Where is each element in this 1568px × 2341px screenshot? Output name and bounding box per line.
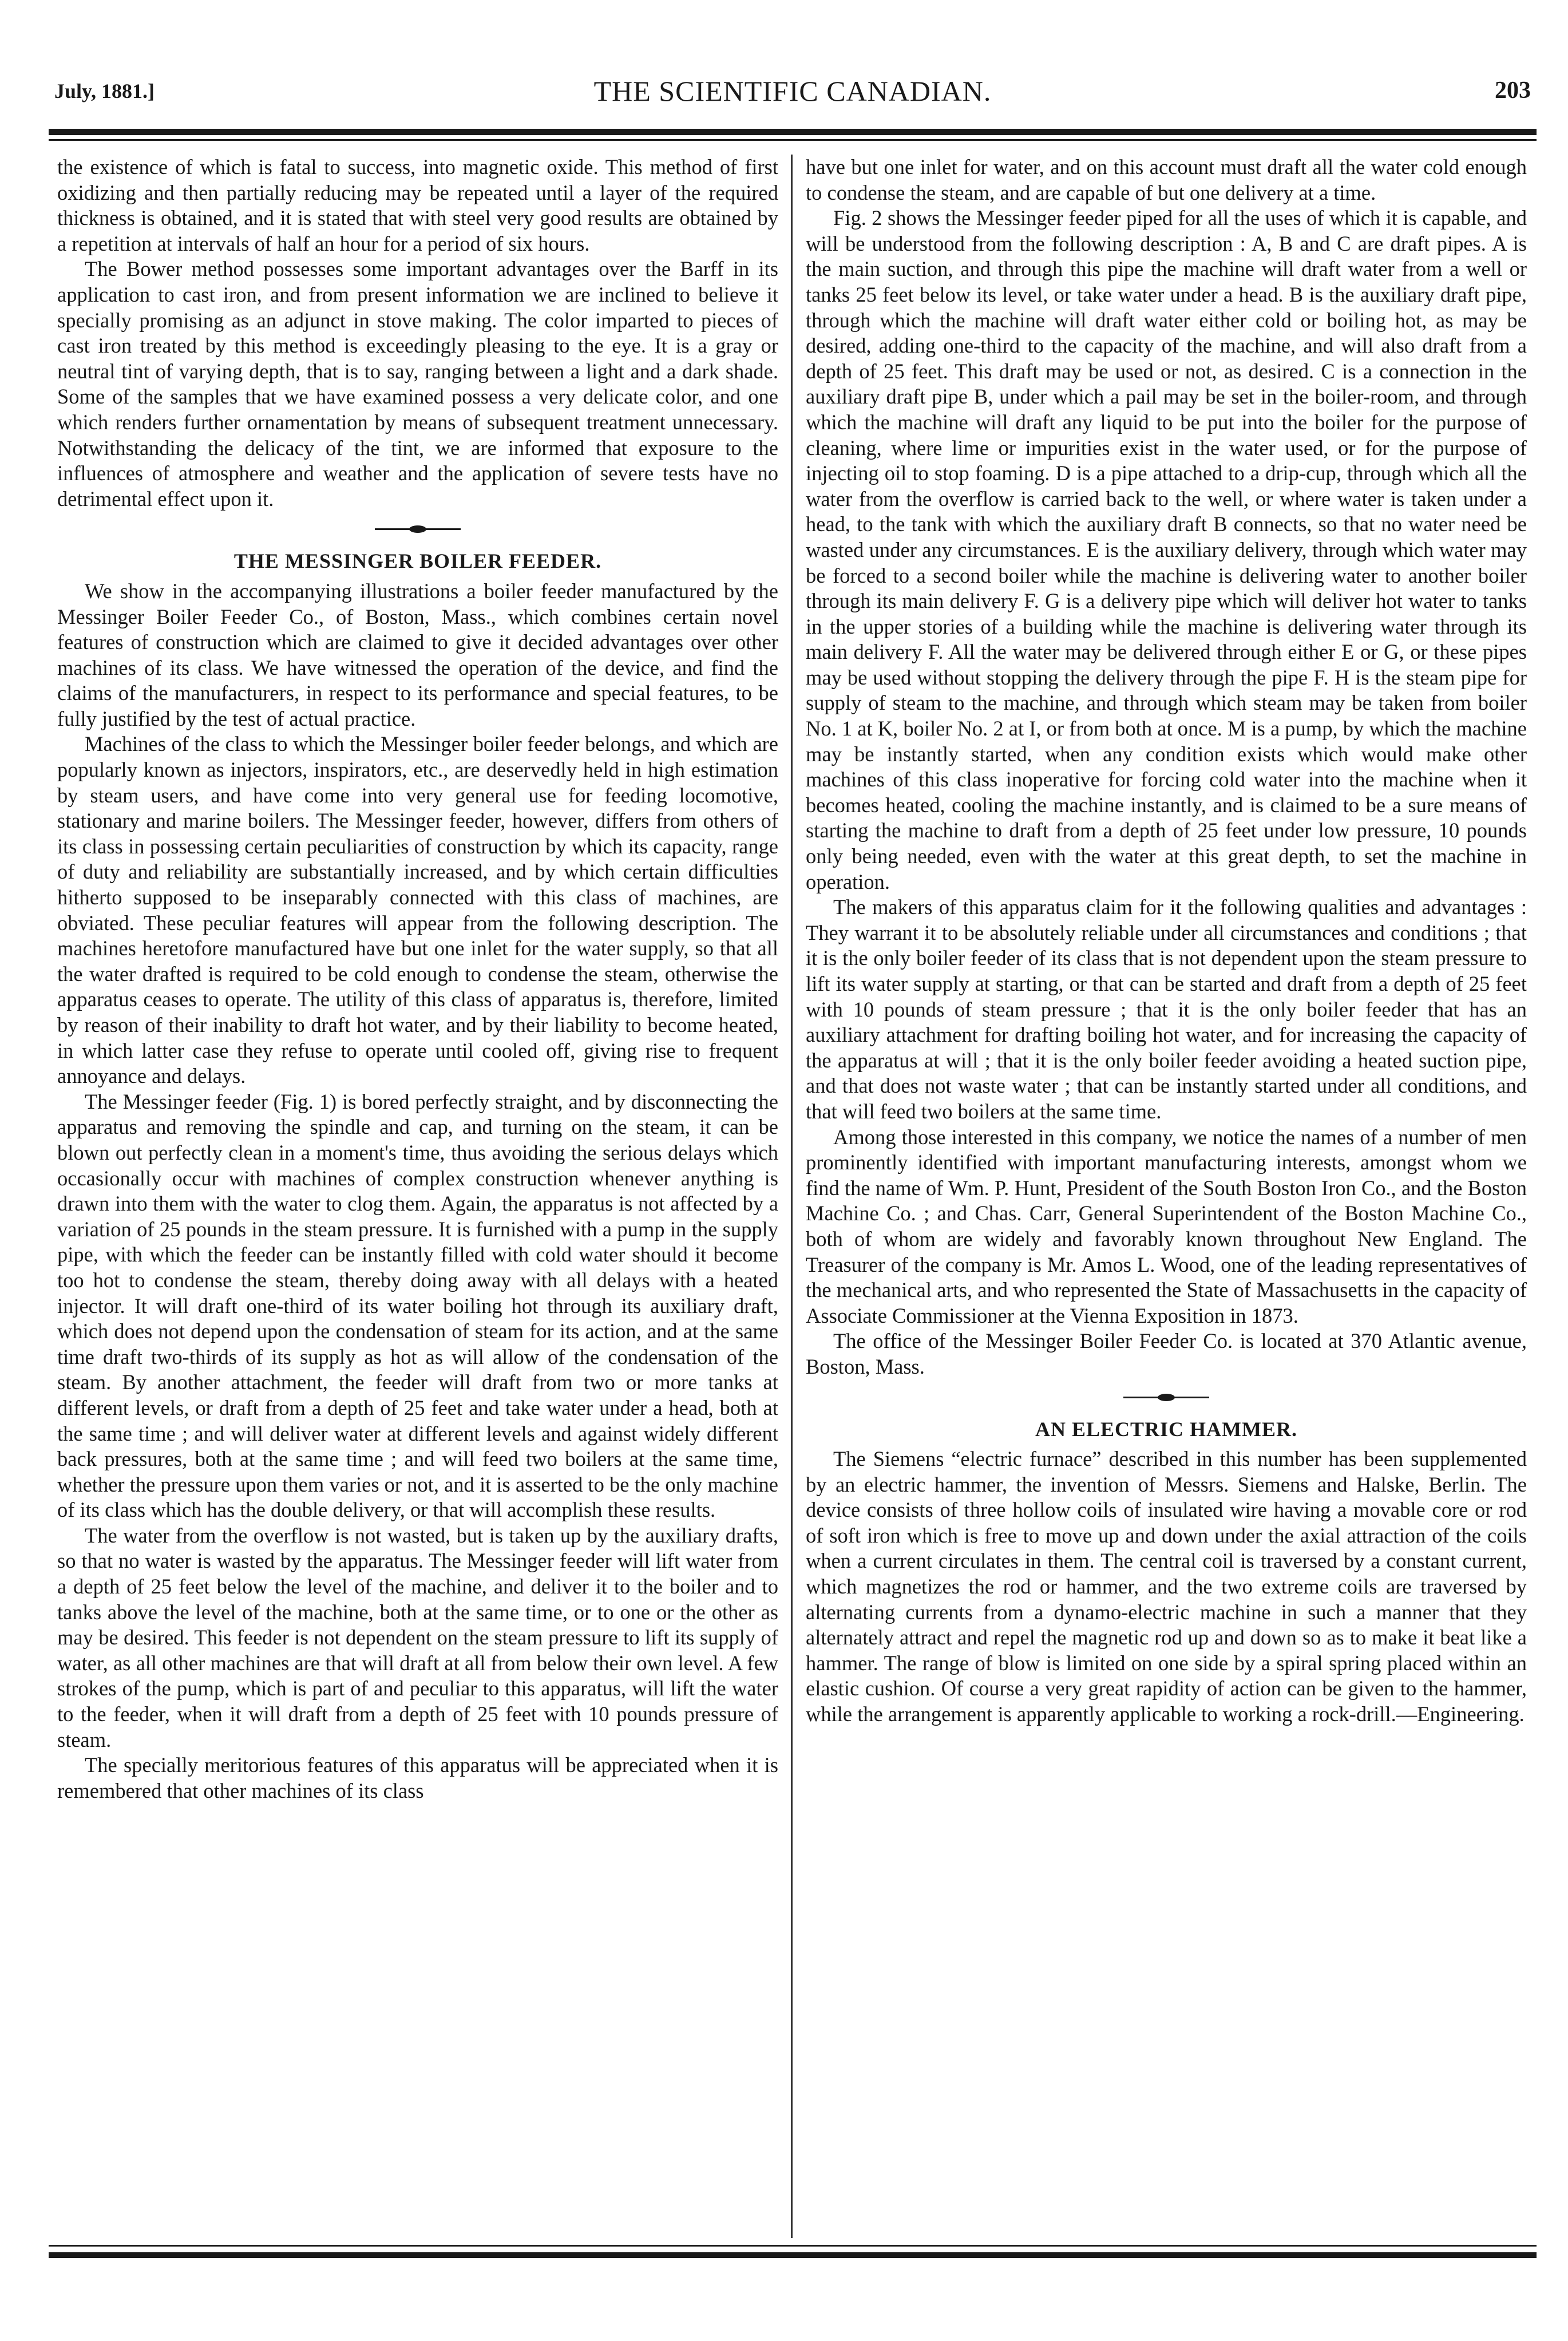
article-heading-messinger: THE MESSINGER BOILER FEEDER. — [233, 549, 602, 573]
article-heading-electric-hammer: AN ELECTRIC HAMMER. — [1035, 1417, 1297, 1441]
article-paragraph: Fig. 2 shows the Messinger feeder piped for all the uses of which it is capable, and will be understood from the following description : A, B and C are draft pipes. A is the main suction, and through this pipe the machine will draft water from a well or tanks 25 feet below its level, or take water under a head. B is the auxiliary draft pipe, through which the machine will draft water either cold or boiling hot, as may be desired, adding one-third to the capacity of the machine, and will also draft from a depth of 25 feet. This draft may be used or not, as desired. C is a connection in the auxiliary draft pipe B, under which a pail may be set in the boiler-room, and through which the machine will draft any liquid to be put into the boiler for the purpose of cleaning, where lime or impurities exist in the water used, or for the purpose of injecting oil to stop foaming. D is a pipe attached to a drip-cup, through which all the water from the overflow is carried back to the well, or where water is taken under a head, to the tank with which the auxiliary draft B connects, so that no water need be wasted under any circumstances. E is the auxiliary delivery, through which water may be forced to a second boiler while the machine is delivering water to another boiler through its main delivery F. G is a delivery pipe which will deliver hot water to tanks in the upper stories of a building while the machine is delivering water through its main delivery F. All the water may be delivered through either E or G, or these pipes may be used without stopping the delivery through the pipe F. H is the steam pipe for supply of steam to the machine, and through which steam may be taken from boiler No. 1 at K, boiler No. 2 at I, or from both at once. M is a pump, by which the machine may be instantly started, when any condition exists which would make other machines of this class inoperative for forcing cold water into the machine when it becomes heated, cooling the machine instantly, and is claimed to be a sure means of starting the machine to draft from a depth of 25 feet under low pressure, 10 pounds only being needed, even with the water at this great depth, to set the machine in operation. — [806, 206, 1527, 893]
top-rule-thin — [49, 139, 1537, 141]
article-paragraph: The Messinger feeder (Fig. 1) is bored perfectly straight, and by disconnecting the apparatus and removing the spindle and cap, and turning on the steam, it can be blown out perfectly clean in a moment's time, thus avoiding the serious delays which occasionally occur with machines of complex construction whenever anything is drawn into them with the water to clog them. Again, the apparatus is not affected by a variation of 25 pounds in the steam pressure. It is furnished with a pump in the supply pipe, with which the feeder can be instantly filled with cold water should it become too hot to condense the steam, thereby doing away with all delays with a heated injector. It will draft one-third of its water boiling hot through its auxiliary draft, which does not depend upon the condensation of steam for its action, and at the same time draft two-thirds of its supply as hot as will allow of the condensation of the steam. By another attachment, the feeder will draft from two or more tanks at different levels, or draft from a depth of 25 feet and take water under a head, both at the same time ; and will deliver water at different levels and against widely different back pressures, both at the same time ; and will feed two boilers at the same time, whether the pressure upon them varies or not, and it is asserted to be the only machine of its class which has the double delivery, or that will accomplish these results. — [57, 1089, 778, 1522]
article-paragraph: The office of the Messinger Boiler Feeder Co. is located at 370 Atlantic avenue, Boston, Mass. — [806, 1329, 1527, 1378]
top-rule — [49, 129, 1537, 135]
article-paragraph: Among those interested in this company, we notice the names of a number of men prominently identified with important manufacturing interests, amongst whom we find the name of Wm. P. Hunt, President of the South Boston Iron Co., and the Boston Machine Co. ; and Chas. Carr, General Superintendent of the Boston Machine Co., both of whom are widely and favorably known throughout New England. The Treasurer of the company is Mr. Amos L. Wood, one of the leading representatives of the mechanical arts, and who represented the State of Massachusetts in the capacity of Associate Commissioner at the Vienna Exposition in 1873. — [806, 1125, 1527, 1327]
bottom-rule-thin — [49, 2245, 1537, 2247]
section-separator — [57, 512, 778, 543]
article-paragraph: Machines of the class to which the Messinger boiler feeder belongs, and which are popularly known as injectors, inspirators, etc., are deservedly held in high estimation by steam users, and have come into very general use for feeding locomotive, stationary and marine boilers. The Messinger feeder, however, differs from others of its class in possessing certain peculiarities of construction by which its capacity, range of duty and reliability are substantially increased, and by which certain difficulties hitherto supposed to be inseparably connected with this class of machines, are obviated. These peculiar features will appear from the following description. The machines heretofore manufactured have but one inlet for the water supply, so that all the water drafted is required to be cold enough to condense the steam, otherwise the apparatus ceases to operate. The utility of this class of apparatus is, therefore, limited by reason of their inability to draft hot water, and by their liability to become heated, in which latter case they refuse to operate until cooled off, giving rise to frequent annoyance and delays. — [57, 732, 778, 1088]
article-paragraph: have but one inlet for water, and on this account must draft all the water cold enough to condense the steam, and are capable of but one delivery at a time. — [806, 155, 1527, 204]
article-paragraph: The Siemens “electric furnace” described in this number has been supplemented by an electric hammer, the invention of Messrs. Siemens and Halske, Berlin. The device consists of three hollow coils of insulated wire having a movable core or rod of soft iron which is free to move up and down under the axial attraction of the coils when a current circulates in them. The central coil is traversed by a constant current, which magnetizes the rod or hammer, and the two extreme coils are traversed by alternating currents from a dynamo-electric machine in such a manner that they alternately attract and repel the magnetic rod up and down so as to make it beat like a hammer. The range of blow is limited on one side by a spiral spring placed within an elastic cushion. Of course a very great rapidity of action can be given to the hammer, while the arrangement is apparently applicable to working a rock-drill.—Engineering. — [806, 1447, 1527, 1726]
article-paragraph: The makers of this apparatus claim for it the following qualities and advantages : They warrant it to be absolutely reliable under all circumstances and conditions ; that it is the only boiler feeder of its class that is not dependent upon the steam pressure to lift its water supply at starting, or that can be started and draft from a depth of 25 feet with 10 pounds of steam pressure ; that it is the only boiler feeder that has an auxiliary attachment for drafting boiling hot water, and for increasing the capacity of the apparatus at will ; that it is the only boiler feeder avoiding a heated suction pipe, and that does not waste water ; that can be instantly started under all conditions, and that will feed two boilers at the same time. — [806, 895, 1527, 1123]
bottom-rule — [49, 2252, 1537, 2258]
issue-date: July, 1881.] — [54, 80, 155, 102]
page-number: 203 — [1495, 77, 1531, 104]
publication-title: THE SCIENTIFIC CANADIAN. — [593, 75, 992, 107]
article-continuation-paragraph: the existence of which is fatal to success, into magnetic oxide. This method of first oxidizing and then partially reducing may be repeated until a layer of the required thickness is obtained, and it is stated that with steel very good results are obtained by a repetition at intervals of half an hour for a period of six hours. — [57, 155, 778, 255]
right-column — [806, 155, 1527, 2244]
column-divider — [791, 155, 793, 2238]
section-separator — [806, 1380, 1527, 1411]
article-continuation-paragraph: The Bower method possesses some important advantages over the Barff in its application to cast iron, and from present information we are inclined to believe it specially promising as an adjunct in stove making. The color imparted to pieces of cast iron treated by this method is exceedingly pleasing to the eye. It is a gray or neutral tint of varying depth, that is to say, ranging between a light and a dark shade. Some of the samples that we have examined possess a very delicate color, and one which renders further ornamentation by means of subsequent treatment unnecessary. Notwithstanding the delicacy of the tint, we are informed that exposure to the influences of atmosphere and weather and the application of severe tests have no detrimental effect upon it. — [57, 257, 778, 511]
left-column — [57, 155, 778, 2244]
page-header — [54, 74, 1531, 114]
article-paragraph: We show in the accompanying illustrations a boiler feeder manufactured by the Messinger Boiler Feeder Co., of Boston, Mass., which combines certain novel features of construction which are claimed to give it decided advantages over other machines of its class. We have witnessed the operation of the device, and find the claims of the manufacturers, in respect to its performance and special features, to be fully justified by the test of actual practice. — [57, 579, 778, 730]
article-paragraph: The water from the overflow is not wasted, but is taken up by the auxiliary drafts, so that no water is wasted by the apparatus. The Messinger feeder will lift water from a depth of 25 feet below the level of the machine, and deliver it to the boiler and to tanks above the level of the machine, both at the same time, or to one or the other as may be desired. This feeder is not dependent on the steam pressure to lift its supply of water, as all other machines are that will draft at all from below their own level. A few strokes of the pump, which is part of and peculiar to this apparatus, will lift the water to the feeder, when it will draft from a depth of 25 feet with 10 pounds pressure of steam. — [57, 1523, 778, 1751]
article-paragraph: The specially meritorious features of this apparatus will be appreciated when it is remembered that other machines of its class — [57, 1753, 778, 1802]
